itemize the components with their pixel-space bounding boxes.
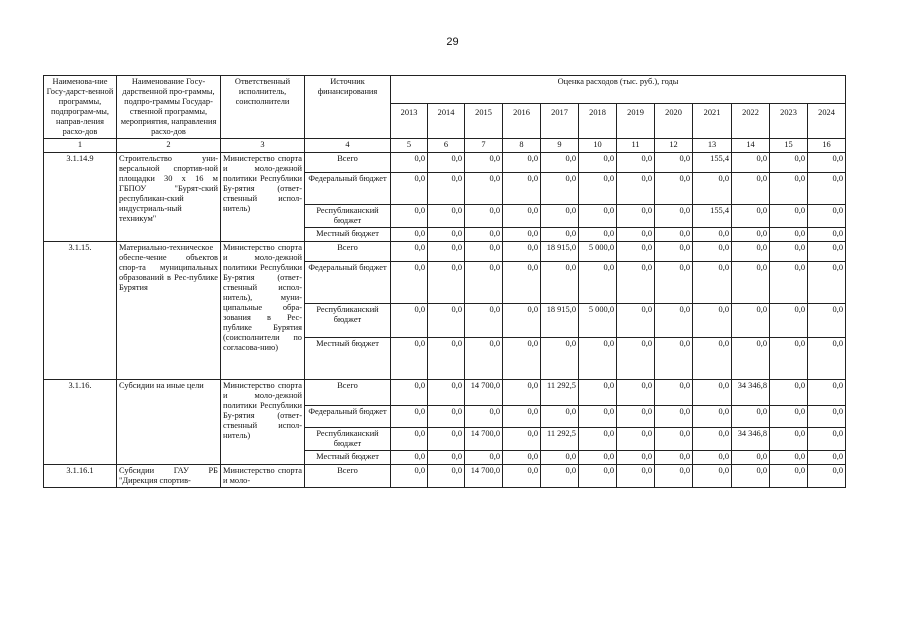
expense-value: 0,0: [503, 427, 541, 450]
row-executor: Министерство спорта и моло-: [221, 464, 305, 487]
expense-value: 0,0: [428, 427, 465, 450]
expense-value: 0,0: [808, 405, 846, 427]
expense-value: 0,0: [391, 227, 428, 241]
expense-value: 0,0: [579, 405, 617, 427]
funding-source: Всего: [305, 241, 391, 261]
expense-value: 0,0: [770, 450, 808, 464]
expense-value: 0,0: [541, 464, 579, 487]
expense-value: 0,0: [617, 204, 655, 227]
expense-value: 18 915,0: [541, 241, 579, 261]
expense-value: 0,0: [770, 379, 808, 405]
expense-value: 0,0: [655, 405, 693, 427]
column-number: 10: [579, 139, 617, 152]
year-header: 2020: [655, 104, 693, 139]
table-header: [44, 76, 846, 153]
expense-value: 0,0: [503, 204, 541, 227]
header-col-2: Наименование Госу-дарственной про-граммы, подпро-граммы Государ-ственной программы, мероприятия, направления расхо-дов: [117, 76, 221, 139]
row-code: 3.1.14.9: [44, 152, 117, 241]
expense-value: 0,0: [732, 464, 770, 487]
row-code: 3.1.16.1: [44, 464, 117, 487]
expense-value: 0,0: [541, 405, 579, 427]
expense-value: 0,0: [391, 241, 428, 261]
expense-value: 0,0: [617, 261, 655, 303]
expense-value: 18 915,0: [541, 303, 579, 337]
expense-value: 0,0: [541, 152, 579, 172]
header-col-3: Ответственный исполнитель, соисполнители: [221, 76, 305, 139]
expense-value: 0,0: [770, 261, 808, 303]
column-number: 6: [428, 139, 465, 152]
expense-value: 5 000,0: [579, 303, 617, 337]
expense-value: 0,0: [617, 427, 655, 450]
expense-value: 0,0: [617, 379, 655, 405]
expense-value: 0,0: [655, 152, 693, 172]
expense-value: 0,0: [617, 464, 655, 487]
expense-value: 0,0: [541, 450, 579, 464]
expense-value: 0,0: [693, 464, 732, 487]
expense-value: 0,0: [693, 427, 732, 450]
expense-value: 0,0: [391, 204, 428, 227]
expense-value: 0,0: [541, 204, 579, 227]
expense-value: 0,0: [465, 303, 503, 337]
expense-value: 0,0: [579, 427, 617, 450]
row-name: Материально-техническое обеспе-чение объектов спор-та муниципальных образований в Рес-публике Бурятия: [117, 241, 221, 379]
expense-value: 0,0: [808, 261, 846, 303]
expense-value: 0,0: [503, 405, 541, 427]
expense-value: 0,0: [655, 227, 693, 241]
expense-value: 0,0: [617, 405, 655, 427]
expense-value: 0,0: [503, 241, 541, 261]
expense-value: 0,0: [503, 303, 541, 337]
expense-value: 0,0: [732, 303, 770, 337]
expense-value: 0,0: [428, 464, 465, 487]
row-code: 3.1.16.: [44, 379, 117, 464]
funding-source: Федеральный бюджет: [305, 261, 391, 303]
column-number: 1: [44, 139, 117, 152]
expense-value: 0,0: [732, 261, 770, 303]
column-numbers-row: [44, 139, 846, 152]
expense-value: 0,0: [465, 405, 503, 427]
expense-value: 0,0: [391, 427, 428, 450]
expense-value: 0,0: [503, 227, 541, 241]
expense-value: 0,0: [579, 379, 617, 405]
expense-value: 0,0: [808, 379, 846, 405]
expense-value: 0,0: [503, 172, 541, 204]
expense-value: 0,0: [617, 241, 655, 261]
expense-value: 0,0: [655, 337, 693, 379]
row-name: Субсидии ГАУ РБ "Дирекция спортив-: [117, 464, 221, 487]
column-number: 12: [655, 139, 693, 152]
funding-source: Республиканский бюджет: [305, 427, 391, 450]
expense-value: 0,0: [503, 152, 541, 172]
year-header: 2017: [541, 104, 579, 139]
expense-value: 0,0: [770, 464, 808, 487]
expense-value: 0,0: [808, 303, 846, 337]
row-executor: Министерство спорта и моло-дежной политики Республики Бу-рятия (ответ-ственный испол-нитель): [221, 379, 305, 464]
expense-value: 0,0: [732, 204, 770, 227]
expense-value: 0,0: [808, 337, 846, 379]
table-body: [44, 152, 846, 487]
expense-value: 0,0: [655, 450, 693, 464]
row-name: Субсидии на иные цели: [117, 379, 221, 464]
column-number: 16: [808, 139, 846, 152]
expense-value: 0,0: [391, 464, 428, 487]
expense-value: 0,0: [465, 450, 503, 464]
expense-value: 0,0: [655, 172, 693, 204]
header-col-1: Наименова-ние Госу-дарст-венной программы, подпрограм-мы, направ-ления расхо-дов: [44, 76, 117, 139]
column-number: 3: [221, 139, 305, 152]
column-number: 15: [770, 139, 808, 152]
expense-value: 0,0: [465, 241, 503, 261]
page-number: 29: [446, 36, 459, 48]
expense-value: 0,0: [579, 204, 617, 227]
expense-value: 11 292,5: [541, 427, 579, 450]
year-header: 2024: [808, 104, 846, 139]
expense-value: 0,0: [579, 450, 617, 464]
expense-value: 0,0: [391, 303, 428, 337]
expense-value: 0,0: [428, 152, 465, 172]
table-row: [44, 152, 846, 172]
expense-value: 0,0: [732, 337, 770, 379]
expense-value: 0,0: [655, 379, 693, 405]
expense-value: 14 700,0: [465, 464, 503, 487]
expense-value: 0,0: [655, 241, 693, 261]
expense-value: 34 346,8: [732, 427, 770, 450]
row-executor: Министерство спорта и моло-дежной политики Республики Бу-рятия (ответ-ственный испол-нитель), муни-ципальные обра-зования в Рес-публике Бурятия (соисполнители по согласова-нию): [221, 241, 305, 379]
expense-value: 5 000,0: [579, 241, 617, 261]
expense-value: 0,0: [391, 152, 428, 172]
expense-value: 0,0: [770, 204, 808, 227]
column-number: 8: [503, 139, 541, 152]
expense-value: 0,0: [808, 450, 846, 464]
year-header: 2019: [617, 104, 655, 139]
expense-value: 14 700,0: [465, 427, 503, 450]
expense-value: 0,0: [808, 227, 846, 241]
expense-value: 0,0: [808, 152, 846, 172]
expense-value: 155,4: [693, 204, 732, 227]
header-expenses: Оценка расходов (тыс. руб.), годы: [391, 76, 846, 104]
expense-value: 0,0: [770, 337, 808, 379]
table-row: [44, 241, 846, 261]
expense-value: 0,0: [503, 464, 541, 487]
expense-value: 155,4: [693, 152, 732, 172]
expense-value: 0,0: [465, 261, 503, 303]
expense-value: 0,0: [428, 379, 465, 405]
funding-source: Всего: [305, 152, 391, 172]
expense-value: 0,0: [428, 337, 465, 379]
expense-value: 0,0: [541, 172, 579, 204]
year-header: 2016: [503, 104, 541, 139]
table-row: [44, 379, 846, 405]
funding-source: Федеральный бюджет: [305, 405, 391, 427]
expense-value: 0,0: [503, 450, 541, 464]
expense-value: 0,0: [655, 303, 693, 337]
expense-value: 0,0: [465, 204, 503, 227]
expense-value: 0,0: [617, 337, 655, 379]
expense-value: 14 700,0: [465, 379, 503, 405]
expense-value: 0,0: [391, 261, 428, 303]
expense-value: 0,0: [770, 405, 808, 427]
expense-value: 0,0: [465, 227, 503, 241]
expense-value: 11 292,5: [541, 379, 579, 405]
expense-value: 0,0: [428, 241, 465, 261]
expense-value: 0,0: [770, 172, 808, 204]
expense-value: 0,0: [655, 204, 693, 227]
expense-value: 34 346,8: [732, 379, 770, 405]
funding-source: Всего: [305, 464, 391, 487]
column-number: 2: [117, 139, 221, 152]
funding-source: Республиканский бюджет: [305, 204, 391, 227]
expense-value: 0,0: [693, 337, 732, 379]
funding-source: Местный бюджет: [305, 337, 391, 379]
expense-value: 0,0: [391, 337, 428, 379]
table-row: [44, 464, 846, 487]
expense-value: 0,0: [693, 303, 732, 337]
row-name: Строительство уни-версальной спортив-ной площадки 30 х 16 м ГБПОУ "Бурят-ский республикан-ский индустриаль-ный техникум": [117, 152, 221, 241]
expense-value: 0,0: [579, 337, 617, 379]
expense-value: 0,0: [732, 405, 770, 427]
expense-value: 0,0: [655, 464, 693, 487]
expense-value: 0,0: [770, 303, 808, 337]
expense-value: 0,0: [693, 405, 732, 427]
expense-value: 0,0: [617, 152, 655, 172]
expense-value: 0,0: [428, 172, 465, 204]
year-header: 2022: [732, 104, 770, 139]
expense-value: 0,0: [428, 227, 465, 241]
column-number: 14: [732, 139, 770, 152]
expense-value: 0,0: [579, 261, 617, 303]
funding-source: Местный бюджет: [305, 227, 391, 241]
column-number: 13: [693, 139, 732, 152]
row-executor: Министерство спорта и моло-дежной политики Республики Бу-рятия (ответ-ственный испол-нитель): [221, 152, 305, 241]
expense-value: 0,0: [693, 450, 732, 464]
expense-value: 0,0: [808, 464, 846, 487]
funding-source: Местный бюджет: [305, 450, 391, 464]
expense-value: 0,0: [579, 152, 617, 172]
header-col-4: Источник финансирования: [305, 76, 391, 139]
expense-value: 0,0: [693, 379, 732, 405]
expense-value: 0,0: [732, 152, 770, 172]
expense-value: 0,0: [465, 152, 503, 172]
column-number: 5: [391, 139, 428, 152]
expense-value: 0,0: [617, 172, 655, 204]
expense-value: 0,0: [655, 427, 693, 450]
expense-value: 0,0: [503, 261, 541, 303]
expense-value: 0,0: [732, 172, 770, 204]
expense-value: 0,0: [579, 172, 617, 204]
year-header: 2018: [579, 104, 617, 139]
expense-value: 0,0: [770, 152, 808, 172]
column-number: 11: [617, 139, 655, 152]
expense-value: 0,0: [770, 227, 808, 241]
expense-value: 0,0: [579, 464, 617, 487]
year-header: 2015: [465, 104, 503, 139]
expense-value: 0,0: [428, 204, 465, 227]
expense-value: 0,0: [541, 337, 579, 379]
expense-value: 0,0: [465, 172, 503, 204]
row-code: 3.1.15.: [44, 241, 117, 379]
expense-value: 0,0: [503, 337, 541, 379]
expense-value: 0,0: [655, 261, 693, 303]
expense-value: 0,0: [693, 172, 732, 204]
expense-value: 0,0: [732, 227, 770, 241]
expense-value: 0,0: [391, 379, 428, 405]
expense-value: 0,0: [808, 427, 846, 450]
expense-value: 0,0: [541, 227, 579, 241]
expense-value: 0,0: [428, 303, 465, 337]
expense-value: 0,0: [391, 450, 428, 464]
expense-value: 0,0: [428, 450, 465, 464]
expense-value: 0,0: [541, 261, 579, 303]
expense-value: 0,0: [693, 261, 732, 303]
year-header: 2023: [770, 104, 808, 139]
expense-value: 0,0: [693, 227, 732, 241]
expense-value: 0,0: [428, 405, 465, 427]
expense-value: 0,0: [693, 241, 732, 261]
expense-value: 0,0: [391, 405, 428, 427]
expense-value: 0,0: [808, 204, 846, 227]
expense-value: 0,0: [579, 227, 617, 241]
expense-value: 0,0: [391, 172, 428, 204]
funding-source: Республиканский бюджет: [305, 303, 391, 337]
expense-value: 0,0: [732, 241, 770, 261]
expense-value: 0,0: [808, 241, 846, 261]
expense-value: 0,0: [465, 337, 503, 379]
expense-value: 0,0: [732, 450, 770, 464]
expense-value: 0,0: [770, 427, 808, 450]
budget-table: [43, 75, 846, 488]
year-header: 2014: [428, 104, 465, 139]
year-header: 2021: [693, 104, 732, 139]
year-header: 2013: [391, 104, 428, 139]
column-number: 4: [305, 139, 391, 152]
expense-value: 0,0: [617, 303, 655, 337]
funding-source: Федеральный бюджет: [305, 172, 391, 204]
expense-value: 0,0: [428, 261, 465, 303]
expense-value: 0,0: [617, 450, 655, 464]
expense-value: 0,0: [617, 227, 655, 241]
expense-value: 0,0: [503, 379, 541, 405]
expense-value: 0,0: [808, 172, 846, 204]
funding-source: Всего: [305, 379, 391, 405]
expense-value: 0,0: [770, 241, 808, 261]
column-number: 7: [465, 139, 503, 152]
column-number: 9: [541, 139, 579, 152]
